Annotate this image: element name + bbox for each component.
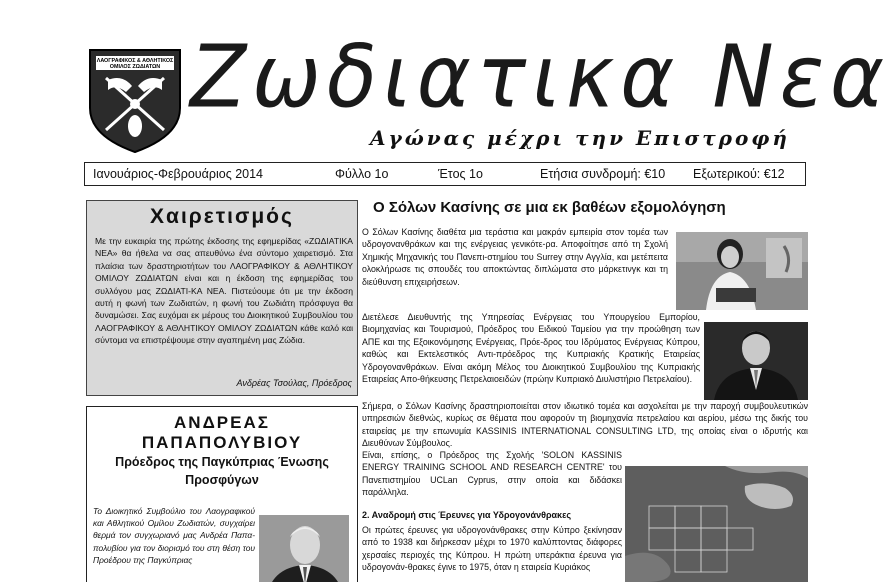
kassinis-young-photo <box>676 232 808 310</box>
logo-text-bottom: ΟΜΙΛΟΣ ΖΩΔΙΑΤΩΝ <box>109 64 161 70</box>
andreas-photo <box>259 515 349 582</box>
issue-year: Έτος 1ο <box>438 167 483 181</box>
annual-subscription: Ετήσια συνδρομή: €10 <box>540 167 666 181</box>
issue-info-bar <box>84 162 806 186</box>
article-headline: Ο Σόλων Κασίνης σε μια εκ βαθέων εξομολόγηση <box>373 199 726 216</box>
greeting-text: Με την ευκαιρία της πρώτης έκδοσης της εφημερίδας «ΖΩΔΙΑΤΙΚΑ ΝΕΑ» θα ήθελα να σας απευθύνω ένα σύντομο χαιρετισμό. Στα πλαίσια των δραστηριοτήτων του ΛΑΟΓΡΑΦΙΚΟΥ & ΑΘΛΗΤΙΚΟΥ ΟΜΙΛΟΥ ΖΩΔΙΑΤΩΝ είναι και η έκδοση της εφημερίδας του συλλόγου μας ΖΩΔΙΑΤΙ-ΚΑ ΝΕΑ. Πιστεύουμε ότι με την έκδοση αυτή η φωνή των Ζωδιατών, η φωνή του Ζωδιάτη πρόσφυγα θα δυναμώσει. Σας ευχόμαι εκ μέρους του Διοικητικού Συμβουλίου του ΛΑΟΓΡΑΦΙΚΟΥ & ΑΘΛΗΤΙΚΟΥ ΟΜΙΛΟΥ ΖΩΔΙΑΤΩΝ κάθε καλό και σύντομα να επιστρέψουμε στην αγαπημένη μας Ζώδια. <box>95 236 353 346</box>
exploration-map-image <box>625 466 808 582</box>
greeting-signature: Ανδρέας Τσούλας, Πρόεδρος <box>236 378 352 388</box>
issue-sheet: Φύλλο 1ο <box>335 167 389 181</box>
article-paragraph: Διετέλεσε Διευθυντής της Υπηρεσίας Ενέργειας του Υπουργείου Εμπορίου, Βιομηχανίας και Τουρισμού, Πρόεδρος του Ειδικού Ταμείου για την προώθηση των ΑΠΕ και της Εξοικονόμησης Ενέργειας, Πρόε-δρος του Ιδρύματος Ενέργειας Κύπρου, καθώς και Εκτελεστικός Αντι-πρόεδρος της Κυπριακής Κρατικής Εταιρείας Υδρογονανθράκων. Είναι ακόμη Μέλος του Διοικητικού Συμβουλίου της Κυπριακής Εταιρείας Απο-θήκευσης Πετρελαιοειδών (πρώην Κυπριακό Διυλιστήριο Πετρελαίου). <box>362 312 700 385</box>
section-heading: 2. Αναδρομή στις Έρευνες για Υδρογονάνθρακες <box>362 510 572 520</box>
andreas-role-line2: Προσφύγων <box>185 473 259 487</box>
club-logo <box>86 46 184 154</box>
logo-text-top: ΛΑΟΓΡΑΦΙΚΟΣ & ΑΘΛΗΤΙΚΟΣ <box>96 58 174 64</box>
andreas-role-line1: Πρόεδρος της Παγκύπριας Ένωσης <box>115 455 329 469</box>
article-paragraph: Ο Σόλων Κασίνης διαθέτα μια τεράστια και μακράν εμπειρία στον τομέα των υδρογονανθράκων και της ενέργειας γενικότε-ρα. Αποφοίτησε από τη Σχολή Χημικής Μηχανικής του Πανεπι-στημίου του Surrey στην Αγγλία, και μετέπειτα ολοκλήρωσε τις σπουδές του αποκτώντας διπλώματα στο μάρκετινγκ και τη διεύθυνση επιχειρήσεων. <box>362 227 668 287</box>
issue-date: Ιανουάριος-Φεβρουάριος 2014 <box>93 167 263 181</box>
article-paragraph: Σήμερα, ο Σόλων Κασίνης δραστηριοποιείται στον ιδιωτικό τομέα και ασχολείται με την παροχή συμβουλευτικών υπηρεσιών διεθνώς, κυρίως σε θέματα που αφορούν τη βιομηχανία πετρελαίου και αερίου, μέσω της δικής του εταιρείας με την επωνυμία KASSINIS INTERNATIONAL CONSULTING LTD, της οποίας είναι ο ιδρυτής και Διευθύνων Σύμβουλος. <box>362 401 808 449</box>
andreas-text: Το Διοικητικό Συμβούλιο του Λαογραφικού και Αθλητικού Ομίλου Ζωδιατών, συγχαίρει θερμά τον συγχωριανό μας Ανδρέα Παπα-πολυβίου για τον διορισμό του στη θέση του Προέδρου της Παγκύπριας <box>93 506 255 565</box>
article-paragraph: Οι πρώτες έρευνες για υδρογονάνθρακες στην Κύπρο ξεκίνησαν από το 1938 και διήρκεσαν μέχρι το 1970 καλύπτοντας διάφορες χερσαίες περιοχές της Κύπρου. Η πρώτη υπεράκτια έρευνα για υδρογονάν-θρακες έγινε το 1975, όταν η εταιρεία Κυριάκος <box>362 525 622 573</box>
andreas-name-line1: ΑΝΔΡΕΑΣ <box>174 413 270 432</box>
article-paragraph: Είναι, επίσης, ο Πρόεδρος της Σχολής 'SOLON KASSINIS ENERGY TRAINING SCHOOL AND RESEARCH CENTRE' του Πανεπιστημίου UCLan Cyprus, στην οποία και διδάσκει παράλληλα. <box>362 450 622 498</box>
greeting-heading: Χαιρετισμός <box>150 205 294 228</box>
newspaper-title: Ζωδιατικα Νεα <box>190 27 890 128</box>
andreas-name-line2: ΠΑΠΑΠΟΛΥΒΙΟΥ <box>141 433 303 452</box>
kassinis-photo <box>704 322 808 400</box>
greeting-box <box>86 200 358 396</box>
abroad-subscription: Εξωτερικού: €12 <box>693 167 785 181</box>
andreas-box <box>86 406 358 582</box>
newspaper-subtitle: Αγώνας μέχρι την Επιστροφή <box>370 126 790 150</box>
